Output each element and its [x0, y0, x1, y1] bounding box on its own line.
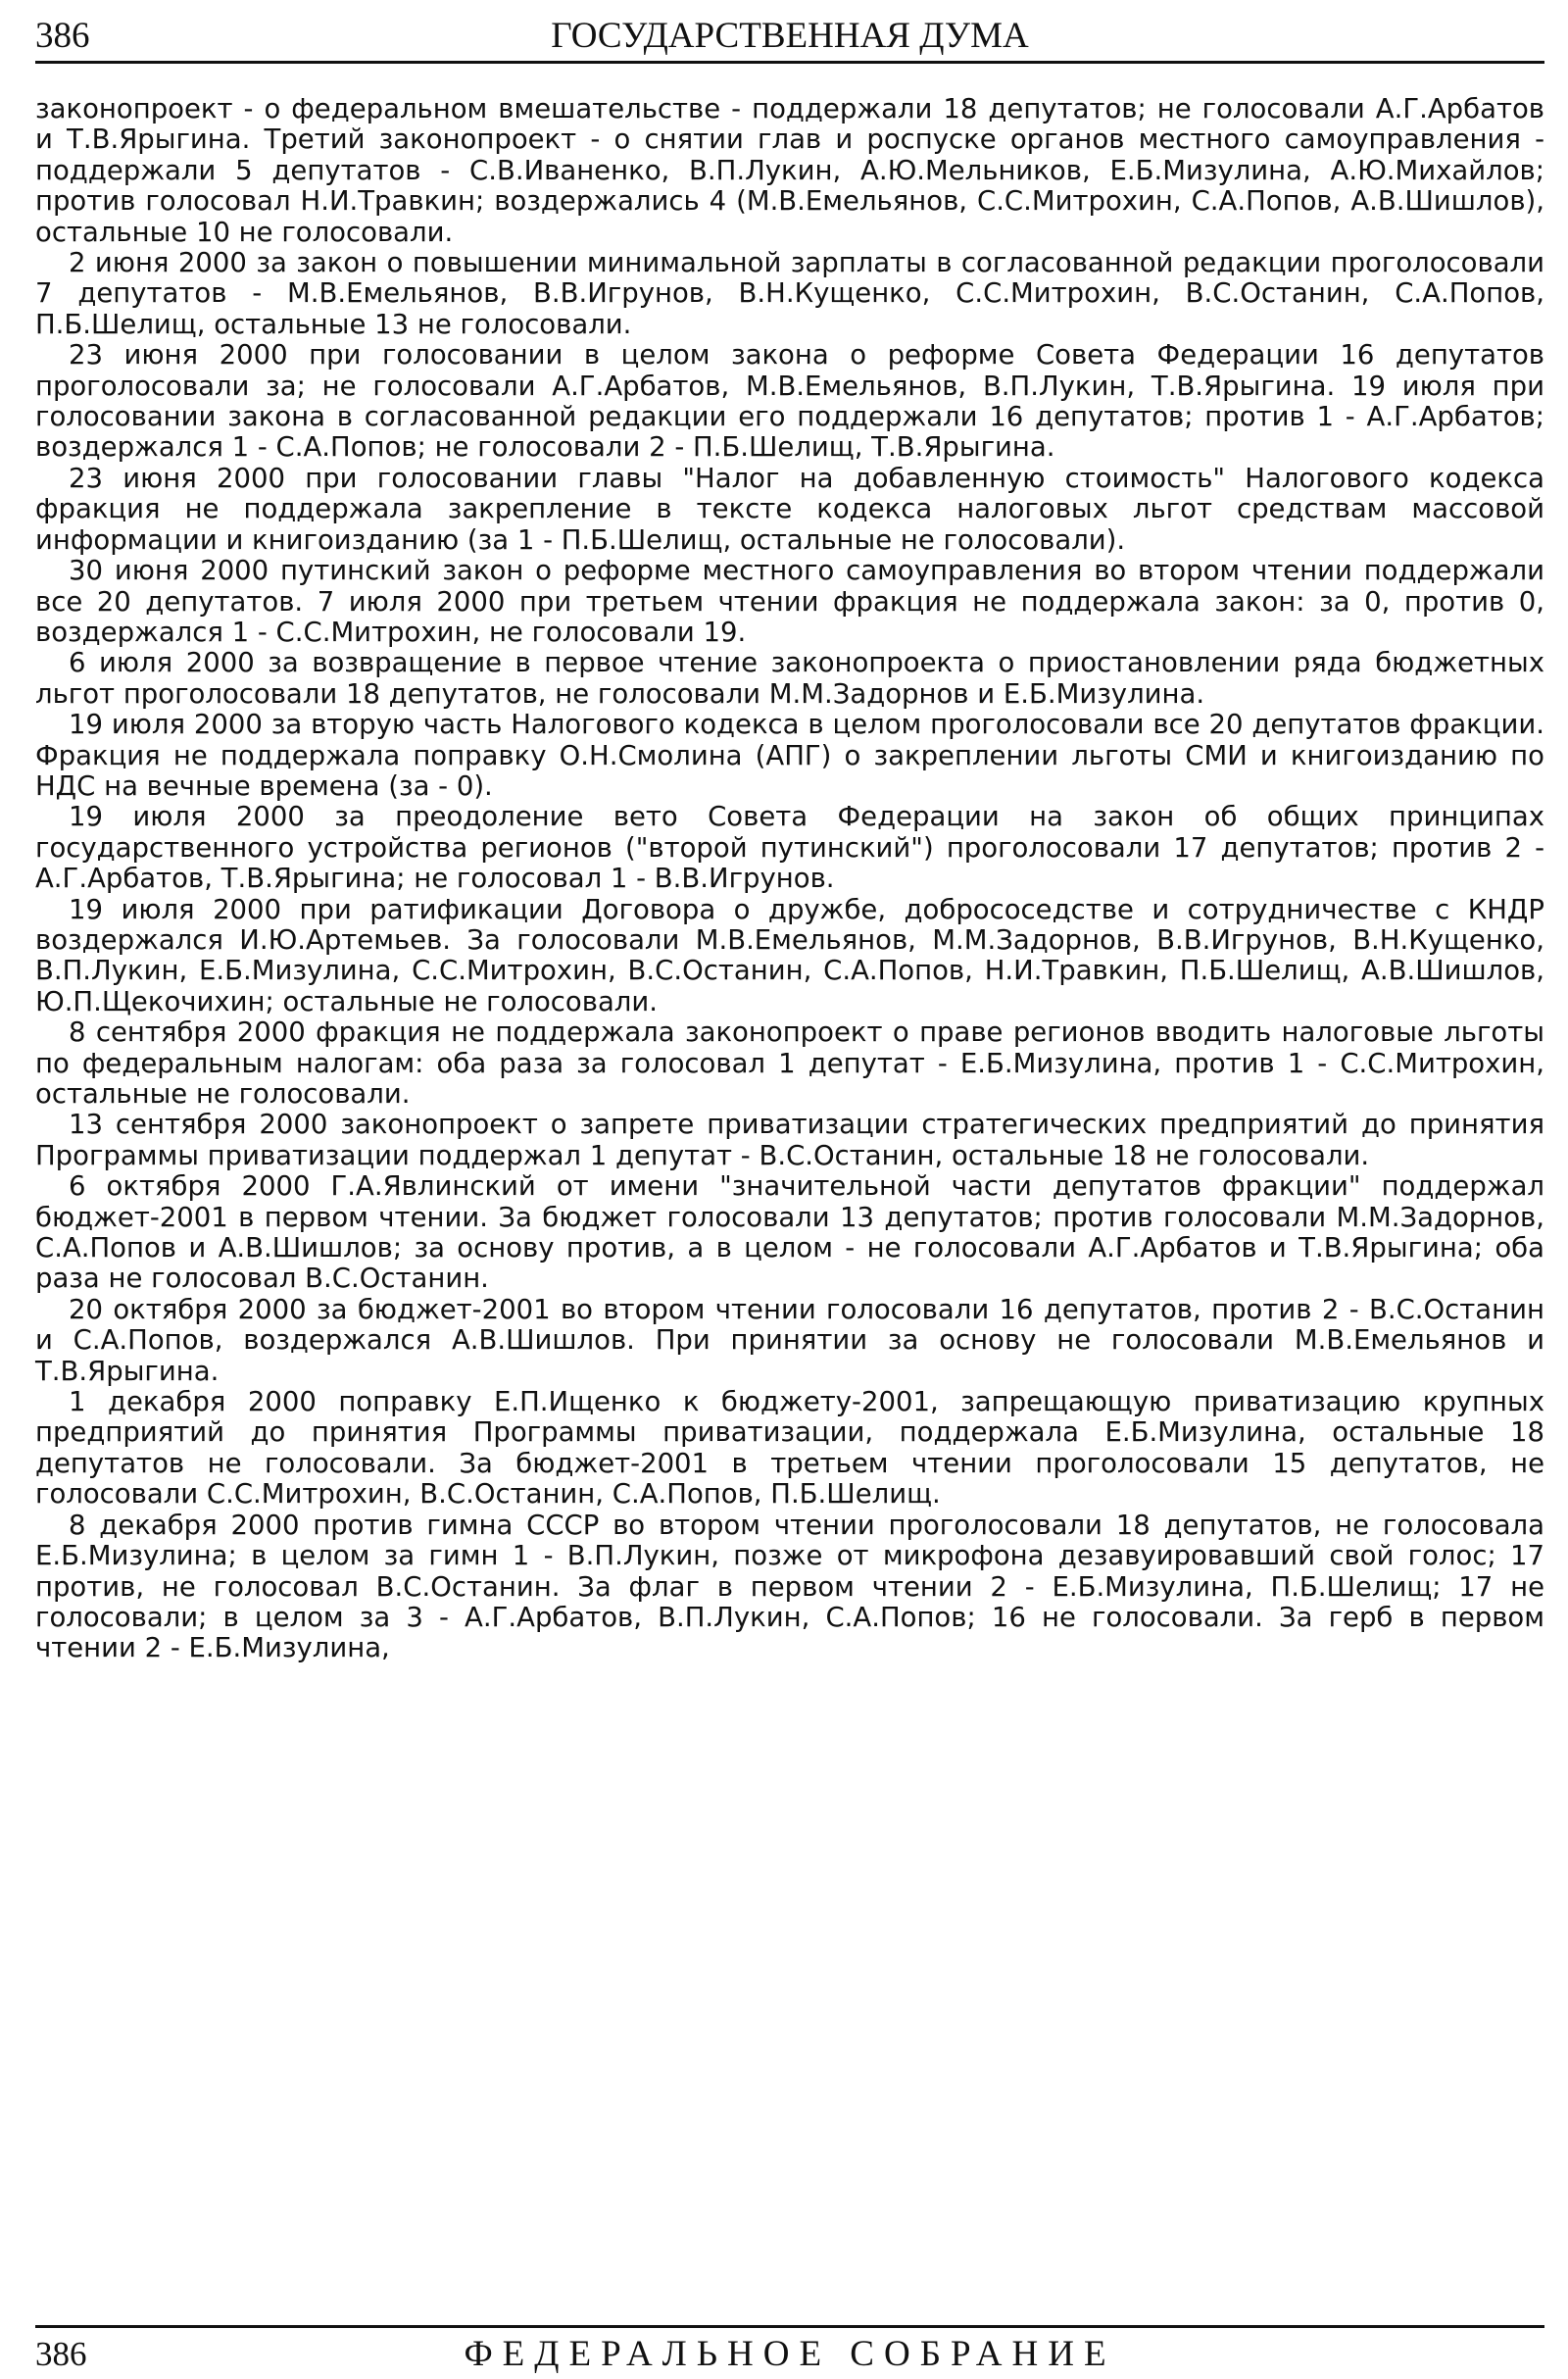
page-header — [35, 12, 1544, 61]
header-title: ГОСУДАРСТВЕННАЯ ДУМА — [551, 16, 1029, 56]
footer-page-number: 386 — [35, 2335, 87, 2373]
footer-title: ФЕДЕРАЛЬНОЕ СОБРАНИЕ — [464, 2334, 1116, 2374]
paragraph: 1 декабря 2000 поправку Е.П.Ищенко к бюджету-2001, запрещающую приватизацию крупных предприятий до принятия Программы приватизации, поддержала Е.Б.Мизулина, остальные 18 депутатов не голосовали. За бюджет-2001 в третьем чтении проголосовали 15 депутатов, не голосовали С.С.Митрохин, В.С.Останин, С.А.Попов, П.Б.Шелищ. — [35, 1386, 1544, 1511]
paragraph: 19 июля 2000 при ратификации Договора о дружбе, добрососедстве и сотрудничестве с КНДР воздержался И.Ю.Артемьев. За голосовали М.В.Емельянов, М.М.Задорнов, В.В.Игрунов, В.Н.Кущенко, В.П.Лукин, Е.Б.Мизулина, С.С.Митрохин, В.С.Останин, С.А.Попов, Н.И.Травкин, П.Б.Шелищ, А.В.Шишлов, Ю.П.Щекочихин; остальные не голосовали. — [35, 893, 1544, 1017]
paragraph: 13 сентября 2000 законопроект о запрете приватизации стратегических предприятий до принятия Программы приватизации поддержал 1 депутат - В.С.Останин, остальные 18 не голосовали. — [35, 1109, 1544, 1171]
paragraph: законопроект - о федеральном вмешательстве - поддержали 18 депутатов; не голосовали А.Г.Арбатов и Т.В.Ярыгина. Третий законопроект - о снятии глав и роспуске органов местного самоуправления - поддержали 5 депутатов - С.В.Иваненко, В.П.Лукин, А.Ю.Мельников, Е.Б.Мизулина, А.Ю.Михайлов; против голосовал Н.И.Травкин; воздержались 4 (М.В.Емельянов, С.С.Митрохин, С.А.Попов, А.В.Шишлов), остальные 10 не голосовали. — [35, 93, 1544, 248]
paragraph: 8 сентября 2000 фракция не поддержала законопроект о праве регионов вводить налоговые льготы по федеральным налогам: оба раза за голосовал 1 депутат - Е.Б.Мизулина, против 1 - С.С.Митрохин, остальные не голосовали. — [35, 1016, 1544, 1110]
footer-rule — [35, 2325, 1544, 2328]
paragraph: 2 июня 2000 за закон о повышении минимальной зарплаты в согласованной редакции проголосовали 7 депутатов - М.В.Емельянов, В.В.Игрунов, В.Н.Кущенко, С.С.Митрохин, В.С.Останин, С.А.Попов, П.Б.Шелищ, остальные 13 не голосовали. — [35, 247, 1544, 340]
paragraph: 23 июня 2000 при голосовании главы "Налог на добавленную стоимость" Налогового кодекса фракция не поддержала закрепление в тексте кодекса налоговых льгот средствам массовой информации и книгоизданию (за 1 - П.Б.Шелищ, остальные не голосовали). — [35, 462, 1544, 556]
paragraph: 6 июля 2000 за возвращение в первое чтение законопроекта о приостановлении ряда бюджетных льгот проголосовали 18 депутатов, не голосовали М.М.Задорнов и Е.Б.Мизулина. — [35, 647, 1544, 710]
paragraph: 30 июня 2000 путинский закон о реформе местного самоуправления во втором чтении поддержали все 20 депутатов. 7 июля 2000 при третьем чтении фракция не поддержала закон: за 0, против 0, воздержался 1 - С.С.Митрохин, не голосовали 19. — [35, 555, 1544, 648]
article-body — [35, 94, 1544, 1664]
paragraph: 8 декабря 2000 против гимна СССР во втором чтении проголосовали 18 депутатов, не голосовала Е.Б.Мизулина; в целом за гимн 1 - В.П.Лукин, позже от микрофона дезавуировавший свой голос; 17 против, не голосовал В.С.Останин. За флаг в первом чтении 2 - Е.Б.Мизулина, П.Б.Шелищ; 17 не голосовали; в целом за 3 - А.Г.Арбатов, В.П.Лукин, С.А.Попов; 16 не голосовали. За герб в первом чтении 2 - Е.Б.Мизулина, — [35, 1509, 1544, 1664]
header-rule — [35, 61, 1544, 64]
paragraph: 6 октября 2000 Г.А.Явлинский от имени "значительной части депутатов фракции" поддержал бюджет-2001 в первом чтении. За бюджет голосовали 13 депутатов; против голосовали М.М.Задорнов, С.А.Попов и А.В.Шишлов; за основу против, а в целом - не голосовали А.Г.Арбатов и Т.В.Ярыгина; оба раза не голосовал В.С.Останин. — [35, 1170, 1544, 1295]
paragraph: 19 июля 2000 за преодоление вето Совета Федерации на закон об общих принципах государственного устройства регионов ("второй путинский") проголосовали 17 депутатов; против 2 - А.Г.Арбатов, Т.В.Ярыгина; не голосовал 1 - В.В.Игрунов. — [35, 801, 1544, 895]
paragraph: 20 октября 2000 за бюджет-2001 во втором чтении голосовали 16 депутатов, против 2 - В.С.Останин и С.А.Попов, воздержался А.В.Шишлов. При принятии за основу не голосовали М.В.Емельянов и Т.В.Ярыгина. — [35, 1293, 1544, 1387]
paragraph: 19 июля 2000 за вторую часть Налогового кодекса в целом проголосовали все 20 депутатов фракции. Фракция не поддержала поправку О.Н.Смолина (АПГ) о закреплении льготы СМИ и книгоизданию по НДС на вечные времена (за - 0). — [35, 709, 1544, 802]
page-footer — [35, 2335, 1544, 2374]
paragraph: 23 июня 2000 при голосовании в целом закона о реформе Совета Федерации 16 депутатов проголосовали за; не голосовали А.Г.Арбатов, М.В.Емельянов, В.П.Лукин, Т.В.Ярыгина. 19 июля при голосовании закона в согласованной редакции его поддержали 16 депутатов; против 1 - А.Г.Арбатов; воздержался 1 - С.А.Попов; не голосовали 2 - П.Б.Шелищ, Т.В.Ярыгина. — [35, 339, 1544, 464]
header-page-number: 386 — [35, 16, 90, 56]
